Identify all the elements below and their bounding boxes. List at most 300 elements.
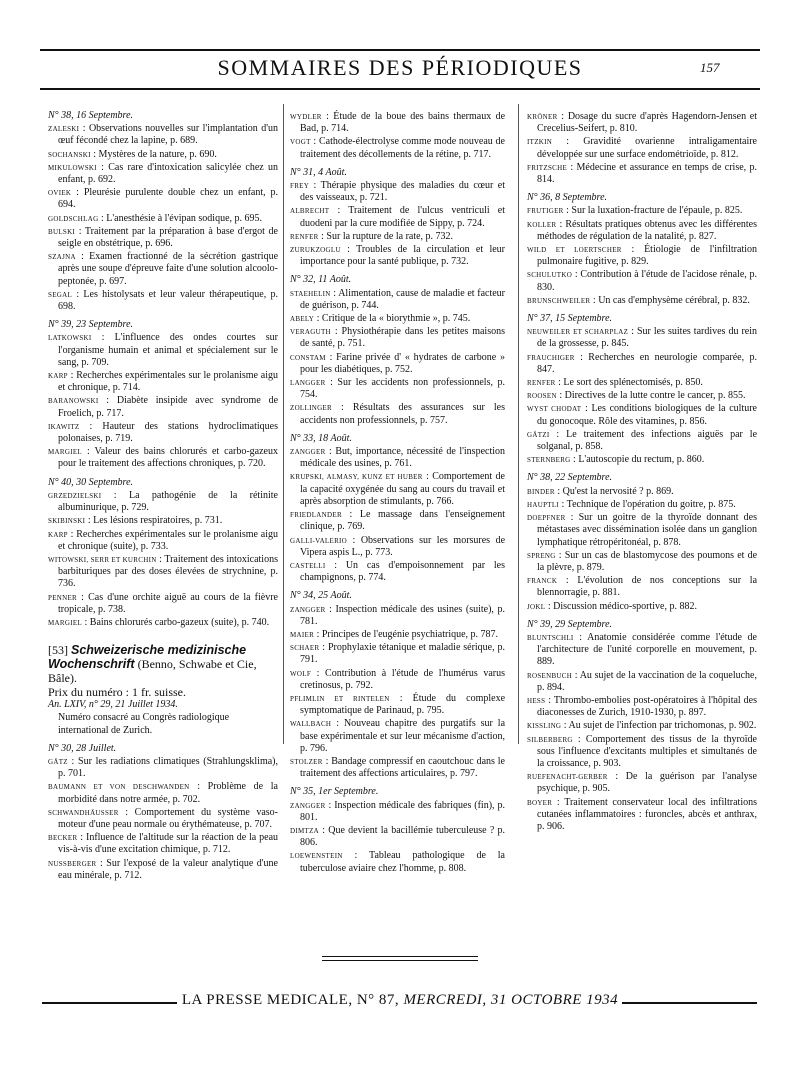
article-author: FREY: [290, 182, 310, 191]
article-entry: [527, 295, 757, 307]
article-entry: [48, 515, 278, 527]
article-title: Traitement des intoxications barbituriques par des doses élevées de strychnine, p. 736.: [58, 553, 278, 590]
article-author: GOLDSCHLAG: [48, 214, 99, 223]
article-entry: [48, 123, 278, 147]
separator: :: [71, 187, 84, 199]
article-title: Cas rare d'intoxication salicylée chez un enfant, p. 692.: [58, 161, 278, 186]
article-entry: [290, 825, 505, 849]
article-author: SILBERBERG: [527, 735, 573, 744]
separator: :: [309, 180, 321, 192]
separator: :: [314, 313, 322, 325]
issue-heading: N° 36, 8 Septembre.: [527, 192, 608, 204]
article-entry: [48, 251, 278, 288]
article-title: Diabète insipide avec syndrome de Froelich, p. 717.: [58, 395, 279, 419]
article-title: Que devient la bacillémie tuberculeuse ? p. 806.: [300, 824, 505, 849]
separator: :: [325, 351, 337, 363]
article-author: HAUPTLI: [527, 500, 560, 509]
separator: :: [331, 402, 353, 414]
article-entry: [48, 289, 278, 313]
article-author: KARP: [48, 530, 68, 539]
article-author: RENFER: [290, 232, 319, 241]
article-author: MAIER: [290, 630, 315, 639]
article-title: Le massage dans l'enseignement clinique, p. 769.: [300, 509, 505, 533]
journal-price: Prix du numéro : 1 fr. suisse.: [48, 685, 186, 700]
separator: :: [67, 370, 77, 382]
article-entry: [290, 693, 505, 717]
column-divider-2: [518, 104, 519, 744]
article-title: Valeur des bains chlorurés et carbo-gazeux pour le traitement des affections chroniques, p. 720.: [58, 446, 278, 470]
article-author: MIKULOWSKI: [48, 163, 97, 172]
separator: :: [572, 669, 580, 681]
article-title: Bandage compressif en caoutchouc dans le traitement des affections articulaires, p. 797.: [300, 755, 505, 780]
article-author: BECKER: [48, 834, 78, 843]
article-entry: [48, 187, 278, 211]
separator: :: [545, 600, 554, 612]
column-1-entries: [48, 110, 278, 629]
article-entry: [48, 617, 278, 629]
issue-heading: N° 32, 11 Août.: [290, 274, 352, 286]
article-title: Tableau pathologique de la tuberculose aviaire chez l'homme, p. 808.: [300, 850, 505, 874]
article-title: Un cas d'empoisonnement par les champignons, p. 774.: [300, 559, 505, 584]
article-title: Les conditions biologiques de la culture du gonocoque. Rôle des vitamines, p. 856.: [537, 403, 757, 427]
article-author: KRUPSKI, ALMASY, KUNZ ET HUBER: [290, 473, 423, 482]
article-entry: [527, 632, 757, 669]
article-title: De la guérison par l'analyse psychique, p. 905.: [537, 771, 757, 795]
article-entry: [290, 205, 505, 229]
article-title: Comportement de la capacité oxygénée du sang au cours du travail et après absorption de stimulants, p. 766.: [300, 471, 506, 507]
article-title: Résultats pratiques obtenus avec les différentes méthodes de régulation de la natalité, p. 827.: [537, 218, 757, 242]
article-entry: [290, 629, 505, 641]
article-entry: [48, 149, 278, 161]
column-2-entries: [290, 111, 505, 875]
article-entry: [527, 550, 757, 574]
article-author: VOGT: [290, 138, 311, 147]
article-title: Sur les radiations climatiques (Strahlungsklima), p. 701.: [58, 755, 279, 780]
article-author: GRZEDZIELSKI: [48, 491, 102, 500]
article-title: Thérapie physique des maladies du cœur et des vaisseaux, p. 721.: [300, 180, 505, 204]
article-entry: [48, 781, 278, 805]
article-title: Sur un goitre de la thyroïde donnant des métastases avec dissémination isolée dans un ganglion lymphatique rétropéritonéal, p. 878.: [537, 512, 757, 548]
article-author: ALBRECHT: [290, 207, 330, 216]
article-author: WYST CHODAT: [527, 405, 582, 414]
article-title: Technique de l'opération du goitre, p. 875.: [566, 498, 736, 510]
article-title: Hauteur des stations hydroclimatiques polonaises, p. 719.: [58, 420, 279, 445]
issue-heading: N° 39, 23 Septembre.: [48, 319, 134, 331]
footer-publication: LA PRESSE MEDICALE, N° 87,: [181, 992, 400, 1008]
article-title: Traitement conservateur local des infiltrations cutanées inflammatoires : furoncles, abcès et anthrax, p. 906.: [537, 796, 757, 832]
article-entry: [290, 850, 505, 874]
separator: :: [310, 136, 319, 148]
article-entry: [527, 205, 757, 217]
article-title: Observations sur les morsures de Vipera aspis L., p. 773.: [300, 534, 506, 558]
separator: :: [77, 832, 86, 844]
separator: :: [91, 332, 115, 344]
article-author: ITZKIN: [527, 138, 553, 147]
article-entry: [48, 807, 278, 831]
article-entry: [527, 575, 757, 599]
footer-date: MERCREDI, 31 OCTOBRE 1934: [403, 992, 619, 1008]
article-title: Le traitement des infections aiguës par le solganal, p. 858.: [537, 428, 758, 453]
article-author: STERNBERG: [527, 456, 571, 465]
article-title: Au sujet de l'infection par trichomonas, p. 902.: [568, 720, 757, 732]
separator: :: [311, 667, 326, 679]
article-title: Étude de la boue des bains thermaux de Bad, p. 714.: [300, 111, 506, 135]
separator: :: [563, 205, 572, 217]
article-title: Traitement de l'ulcus ventriculi et duodeni par la cure modifiée de Sippy, p. 724.: [300, 205, 505, 229]
column-divider-1: [283, 104, 284, 744]
separator: :: [565, 512, 579, 524]
article-title: Qu'est la nervosité ? p. 869.: [562, 485, 674, 497]
article-author: WALLBACH: [290, 720, 332, 729]
article-author: ROSENBUCH: [527, 671, 573, 680]
article-entry: [527, 486, 757, 498]
issue-heading: N° 31, 4 Août.: [290, 166, 347, 178]
article-author: BLUNTSCHLI: [527, 633, 574, 642]
separator: :: [559, 498, 567, 510]
article-author: OVIEK: [48, 189, 72, 198]
separator: :: [422, 471, 433, 483]
article-author: ZURUKZOGLU: [290, 246, 341, 255]
article-title: Inspection médicale des usines (suite), p. 781.: [300, 603, 505, 627]
article-entry: [290, 560, 505, 584]
separator: :: [325, 603, 336, 615]
article-author: BRUNSCHWEILER: [527, 296, 591, 305]
article-entry: [48, 162, 278, 186]
separator: :: [342, 850, 370, 862]
separator: :: [331, 718, 344, 730]
article-author: WOLF: [290, 669, 312, 678]
separator: :: [621, 244, 645, 256]
separator: :: [325, 446, 336, 458]
article-title: Les histolysats et leur valeur thérapeutique, p. 698.: [58, 288, 278, 313]
article-author: ABELY: [290, 315, 315, 324]
article-entry: [527, 720, 757, 732]
article-author: JOKL: [527, 602, 546, 611]
separator: :: [549, 428, 567, 440]
separator: :: [82, 616, 90, 628]
separator: :: [573, 631, 588, 643]
column-1b-entries: [48, 699, 278, 882]
article-author: PENNER: [48, 593, 78, 602]
separator: :: [82, 446, 95, 458]
article-title: Troubles de la circulation et leur importance pour la santé publique, p. 732.: [300, 244, 505, 268]
article-title: Étiologie de l'infiltration pulmonaire fugitive, p. 829.: [537, 244, 757, 268]
article-title: L'influence des ondes courtes sur l'organisme humain et animal et spécialement sur le sang, p. 709.: [58, 332, 279, 368]
article-title: L'anesthésie à l'évipan sodique, p. 695.: [106, 212, 263, 224]
article-title: L'évolution de nos conceptions sur la blennorragie, p. 881.: [537, 575, 758, 599]
separator: :: [67, 755, 79, 767]
separator: :: [389, 692, 413, 704]
article-author: LOEWENSTEIN: [290, 852, 343, 861]
article-author: BOYER: [527, 798, 553, 807]
article-entry: [290, 180, 505, 204]
article-title: Sur l'exposé de la valeur analytique d'une eau minérale, p. 712.: [58, 857, 278, 881]
article-title: Sur la luxation-fracture de l'épaule, p. 825.: [571, 205, 743, 217]
article-author: BULSKI: [48, 227, 76, 236]
journal-name: Schweizerische medizinische Wochenschrift: [48, 643, 247, 672]
article-author: FRIEDLANDER: [290, 511, 342, 520]
article-entry: [290, 402, 505, 426]
article-entry: [527, 797, 757, 834]
article-entry: [290, 471, 505, 508]
separator: :: [79, 123, 89, 135]
article-title: Anatomie considérée comme l'étude de l'architecture de l'unité corporelle en mouvement, p. 889.: [537, 631, 757, 668]
separator: :: [329, 205, 349, 217]
article-title: Sur les accidents non professionnels, p. 754.: [300, 377, 505, 401]
article-author: SEGAL: [48, 290, 73, 299]
footer-rule-bottom: [322, 960, 478, 961]
separator: :: [77, 591, 89, 603]
article-entry: [290, 352, 505, 376]
issue-heading: N° 34, 25 Août.: [290, 590, 352, 602]
article-author: MARGIEL: [48, 618, 82, 627]
article-entry: [527, 136, 757, 160]
separator: :: [75, 251, 90, 263]
header-rule-bottom: [40, 88, 760, 90]
article-entry: [527, 601, 757, 613]
article-title: Directives de la lutte contre le cancer, p. 855.: [564, 390, 746, 402]
separator: :: [590, 294, 599, 306]
column-2: [290, 110, 505, 876]
article-title: Le sort des splénectomisés, p. 850.: [563, 377, 703, 389]
article-entry: [290, 313, 505, 325]
journal-number: [53]: [48, 643, 68, 658]
article-author: HESS: [527, 696, 546, 705]
article-title: Au sujet de la vaccination de la coqueluche, p. 894.: [537, 669, 757, 693]
article-author: LANGGER: [290, 379, 326, 388]
separator: :: [98, 212, 107, 224]
article-author: IKAWITZ: [48, 422, 80, 431]
article-entry: [290, 446, 505, 470]
article-title: Recherches en neurologie comparée, p. 847.: [537, 351, 757, 375]
article-title: Contribution à l'étude de l'acidose rénale, p. 830.: [537, 269, 758, 293]
separator: :: [90, 148, 99, 160]
article-entry: [290, 136, 505, 160]
separator: :: [98, 395, 117, 407]
article-entry: [527, 352, 757, 376]
separator: :: [79, 420, 103, 432]
article-entry: [290, 244, 505, 268]
article-title: Recherches expérimentales sur le prolanisme aigu et chronique (suite), p. 733.: [58, 528, 278, 552]
article-author: SCHAER: [290, 644, 320, 653]
separator: :: [72, 288, 84, 300]
column-1: [48, 110, 278, 883]
article-title: Bains chlorurés carbo-gazeux (suite), p. 740.: [89, 616, 270, 628]
separator: :: [330, 287, 339, 299]
article-entry: [290, 604, 505, 628]
article-title: La pathogénie de la rétinite albuminurique, p. 729.: [58, 489, 278, 514]
article-entry: [527, 695, 757, 719]
header-rule-top: [40, 49, 760, 51]
separator: :: [572, 733, 586, 745]
separator: :: [347, 534, 361, 546]
article-title: Inspection médicale des fabriques (fin), p. 801.: [300, 799, 505, 823]
article-entry: [290, 718, 505, 755]
article-title: Mystères de la nature, p. 690.: [98, 148, 217, 160]
article-author: CONSTAM: [290, 353, 326, 362]
article-title: Sur les suites tardives du rein de la grossesse, p. 845.: [537, 326, 758, 350]
article-author: ZANGGER: [290, 448, 326, 457]
article-author: FRAUCHIGER: [527, 353, 575, 362]
article-title: Résultats des assurances sur les accidents non professionnels, p. 757.: [300, 402, 505, 426]
article-author: FRANCK: [527, 577, 558, 586]
article-author: SKIBINSKI: [48, 517, 86, 526]
separator: :: [67, 528, 77, 540]
article-author: SPRENG: [527, 551, 556, 560]
separator: :: [85, 515, 94, 527]
article-title: L'autoscopie du rectum, p. 860.: [578, 454, 705, 466]
article-entry: [527, 377, 757, 389]
article-author: SCHULUTKO: [527, 271, 573, 280]
separator: :: [325, 559, 346, 571]
article-entry: [290, 668, 505, 692]
separator: :: [156, 553, 165, 565]
separator: :: [189, 781, 208, 793]
article-title: Cas d'une orchite aiguë au cours de la fièvre tropicale, p. 738.: [58, 591, 279, 615]
article-author: WYDLER: [290, 113, 322, 121]
article-entry: [290, 288, 505, 312]
article-title: Contribution à l'étude de l'humérus varus cretinosus, p. 792.: [300, 667, 506, 691]
article-entry: [48, 421, 278, 445]
article-author: SOCHANSKI: [48, 150, 91, 159]
article-author: KOLLER: [527, 220, 557, 229]
article-title: Farine privée d' « hydrates de carbone » pour les diabétiques, p. 752.: [300, 351, 506, 375]
separator: :: [572, 269, 581, 281]
footer-rule-top: [322, 956, 478, 957]
article-entry: [290, 800, 505, 824]
article-title: Influence de l'altitude sur la réaction de la peau vis-à-vis d'une excitation chimique, p. 712.: [58, 832, 279, 856]
article-title: Critique de la « biorythmie », p. 745.: [321, 313, 471, 325]
separator: :: [561, 720, 569, 732]
article-entry: [527, 326, 757, 350]
article-author: GÄTZI: [527, 430, 550, 439]
article-title: Thrombo-embolies post-opératoires à l'hôpital des diaconesses de Zurich, 1910-1930, p. 897.: [537, 694, 757, 719]
article-title: Sur la rupture de la rate, p. 732.: [326, 230, 454, 242]
article-title: Recherches expérimentales sur le prolanisme aigu et chronique, p. 714.: [58, 370, 278, 394]
article-entry: [290, 756, 505, 780]
article-author: MARGIEL: [48, 448, 82, 457]
article-author: FRUTIGER: [527, 207, 564, 216]
article-author: PFLIMLIN ET RINTELEN: [290, 694, 390, 703]
article-entry: [290, 377, 505, 401]
article-entry: [527, 429, 757, 453]
article-author: BINDER: [527, 487, 555, 496]
article-entry: [527, 499, 757, 511]
column-3-entries: [527, 111, 757, 833]
article-author: WILD ET LOERTSCHER: [527, 246, 622, 255]
article-entry: [527, 269, 757, 293]
separator: :: [314, 628, 322, 640]
article-author: FRITZSCHE: [527, 163, 568, 172]
article-title: Dosage du sucre d'après Hagendorn-Jensen et Crecelius-Seifert, p. 810.: [537, 111, 758, 135]
article-author: GÄTZ: [48, 757, 68, 766]
issue-heading: N° 38, 16 Septembre.: [48, 110, 134, 121]
article-entry: [48, 529, 278, 553]
article-entry: [527, 390, 757, 402]
article-author: SZAJNA: [48, 253, 76, 262]
article-author: LATKOWSKI: [48, 334, 92, 343]
article-entry: [527, 162, 757, 186]
article-title: Gravidité ovarienne intraligamentaire développée sur une surface endométrioïde, p. 812.: [537, 136, 757, 160]
article-author: DIMTZA: [290, 826, 320, 835]
article-entry: [290, 111, 505, 135]
separator: :: [555, 377, 564, 389]
article-entry: [48, 832, 278, 856]
separator: :: [101, 489, 129, 501]
article-entry: [527, 244, 757, 268]
article-entry: [48, 446, 278, 470]
article-title: Médecine et assurance en temps de crise, p. 814.: [537, 161, 757, 186]
article-author: STAEHELIN: [290, 289, 331, 298]
article-author: WITOWSKI, SERR ET KURCHIN: [48, 555, 157, 564]
separator: :: [341, 509, 360, 521]
article-entry: [48, 370, 278, 394]
article-entry: [527, 111, 757, 135]
separator: :: [330, 326, 342, 338]
separator: :: [557, 111, 568, 122]
article-author: STOLZER: [290, 757, 323, 766]
issue-heading: N° 30, 28 Juillet.: [48, 742, 117, 754]
article-title: Principes de l'eugénie psychiatrique, p. 787.: [321, 628, 499, 640]
article-title: Étude du complexe symptomatique de Parinaud, p. 795.: [300, 692, 506, 717]
article-entry: [48, 858, 278, 882]
separator: :: [570, 454, 579, 466]
article-entry: [48, 756, 278, 780]
article-entry: [527, 670, 757, 694]
article-entry: [527, 454, 757, 466]
article-title: But, importance, nécessité de l'inspection médicale des usines, p. 761.: [300, 446, 505, 470]
article-title: Prophylaxie tétanique et maladie sérique, p. 791.: [300, 642, 505, 666]
article-title: Physiothérapie dans les petites maisons de santé, p. 751.: [300, 326, 505, 350]
article-author: SCHWANDHÄUSSER: [48, 808, 119, 817]
separator: :: [319, 824, 329, 836]
article-entry: [48, 554, 278, 591]
separator: :: [574, 351, 589, 363]
article-entry: [527, 219, 757, 243]
article-author: KISSLING: [527, 722, 562, 731]
article-author: NUSSBERGER: [48, 859, 97, 868]
separator: :: [319, 642, 328, 654]
article-author: VERAGUTH: [290, 328, 331, 337]
footer-rule-right: [622, 1002, 757, 1004]
separator: :: [567, 161, 577, 173]
article-entry: [290, 509, 505, 533]
article-entry: [527, 512, 757, 549]
page-number: 157: [700, 60, 720, 75]
article-entry: [48, 395, 278, 419]
separator: :: [118, 806, 135, 818]
separator: :: [96, 161, 109, 173]
separator: :: [96, 857, 107, 869]
article-title: Un cas d'emphysème cérébral, p. 832.: [598, 294, 750, 306]
footer: [0, 992, 800, 1009]
article-author: BAUMANN ET VON DESCHWANDEN: [48, 783, 190, 792]
article-title: Sur un cas de blastomycose des poumons et de la plèvre, p. 879.: [537, 549, 758, 573]
article-author: RUEFENACHT-GERBER: [527, 773, 608, 782]
issue-heading: N° 40, 30 Septembre.: [48, 476, 134, 488]
article-title: Cathode-électrolyse comme mode nouveau de traitement des décollements de la rétine, p. 717.: [300, 136, 505, 160]
article-title: Nouveau chapitre des purgatifs sur la base expérimentale et sur leur mécanisme d'action, p. 796.: [300, 718, 506, 754]
issue-heading: An. LXIV, n° 29, 21 Juillet 1934.: [48, 699, 178, 711]
article-author: CASTELLI: [290, 561, 326, 570]
article-entry: [290, 535, 505, 559]
separator: :: [607, 771, 626, 783]
separator: :: [340, 244, 357, 256]
separator: :: [556, 218, 566, 230]
separator: :: [557, 575, 578, 587]
separator: :: [322, 755, 332, 767]
article-author: BARANOWSKI: [48, 397, 99, 406]
